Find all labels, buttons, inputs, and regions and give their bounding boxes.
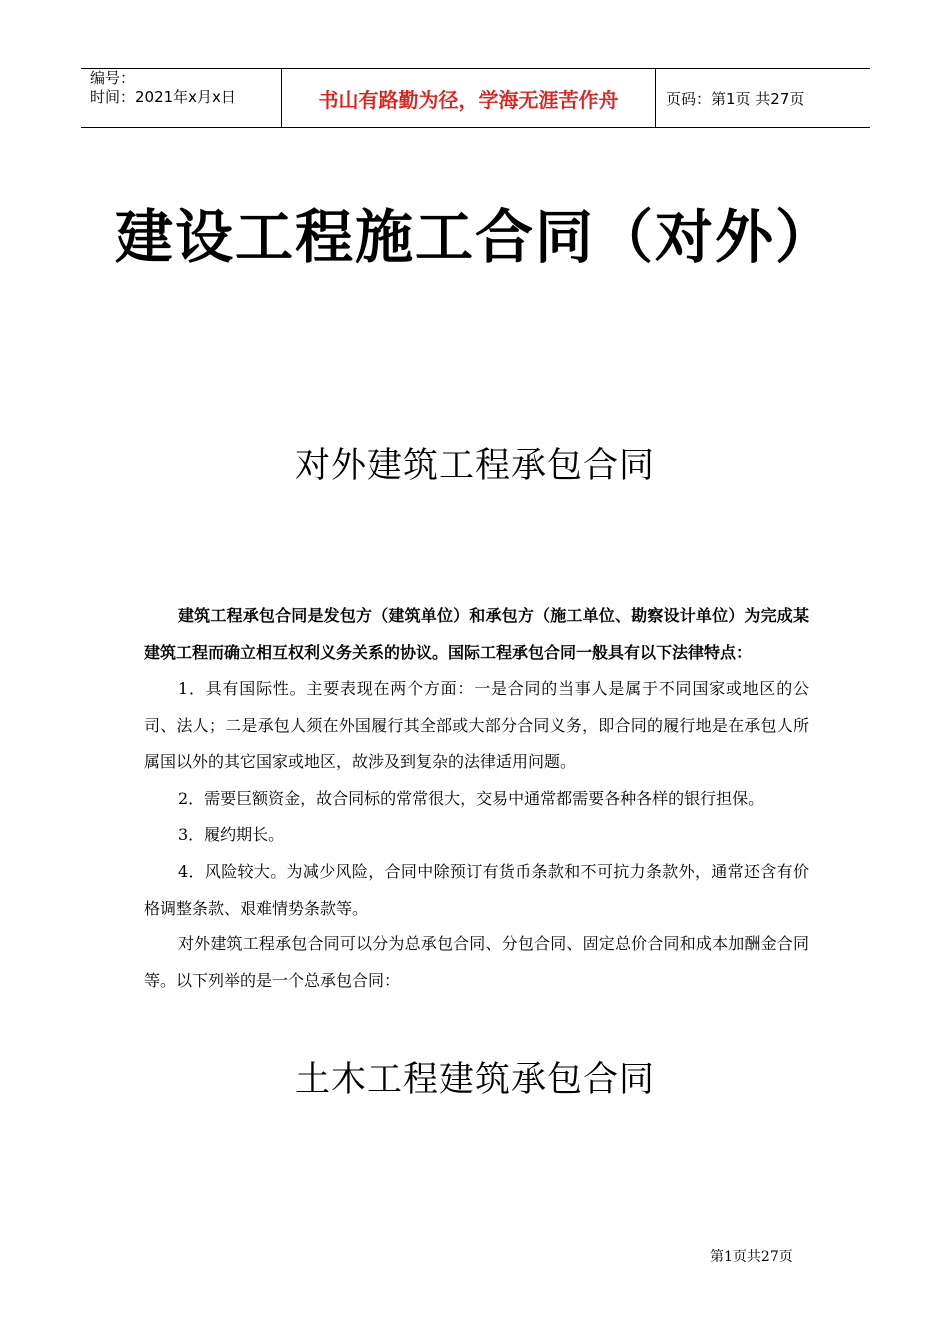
section-title-foreign-contract: 对外建筑工程承包合同 [294, 446, 655, 486]
document-time-label: 时间：2021年x月x日 [90, 88, 236, 106]
paragraph-item-4: 4．风险较大。为减少风险，合同中除预订有货币条款和不可抗力条款外，通常还含有价格调整条款、艰难情势条款等。 [144, 862, 809, 918]
header-page-info: 页码：第1页 共27页 [666, 89, 805, 108]
page-header [81, 68, 870, 128]
paragraph-intro: 建筑工程承包合同是发包方（建筑单位）和承包方（施工单位、勘察设计单位）为完成某建筑工程而确立相互权利义务关系的协议。国际工程承包合同一般具有以下法律特点： [144, 606, 809, 662]
header-motto: 书山有路勤为径，学海无涯苦作舟 [282, 69, 656, 127]
document-code-label: 编号： [90, 69, 136, 87]
paragraph-item-1: 1．具有国际性。主要表现在两个方面：一是合同的当事人是属于不同国家或地区的公司、法人；二是承包人须在外国履行其全部或大部分合同义务，即合同的履行地是在承包人所属国以外的其它国家或地区，故涉及到复杂的法律适用问题。 [144, 679, 809, 771]
section-title-civil-contract: 土木工程建筑承包合同 [294, 1060, 655, 1100]
paragraph-item-3: 3．履约期长。 [178, 825, 285, 844]
document-title: 建设工程施工合同（对外） [114, 203, 835, 271]
paragraph-classification: 对外建筑工程承包合同可以分为总承包合同、分包合同、固定总价合同和成本加酬金合同等。以下列举的是一个总承包合同： [144, 934, 809, 990]
header-meta-cell [81, 69, 282, 127]
footer-page-info: 第1页共27页 [710, 1249, 793, 1265]
paragraph-item-2: 2．需要巨额资金，故合同标的常常很大，交易中通常都需要各种各样的银行担保。 [178, 789, 765, 808]
